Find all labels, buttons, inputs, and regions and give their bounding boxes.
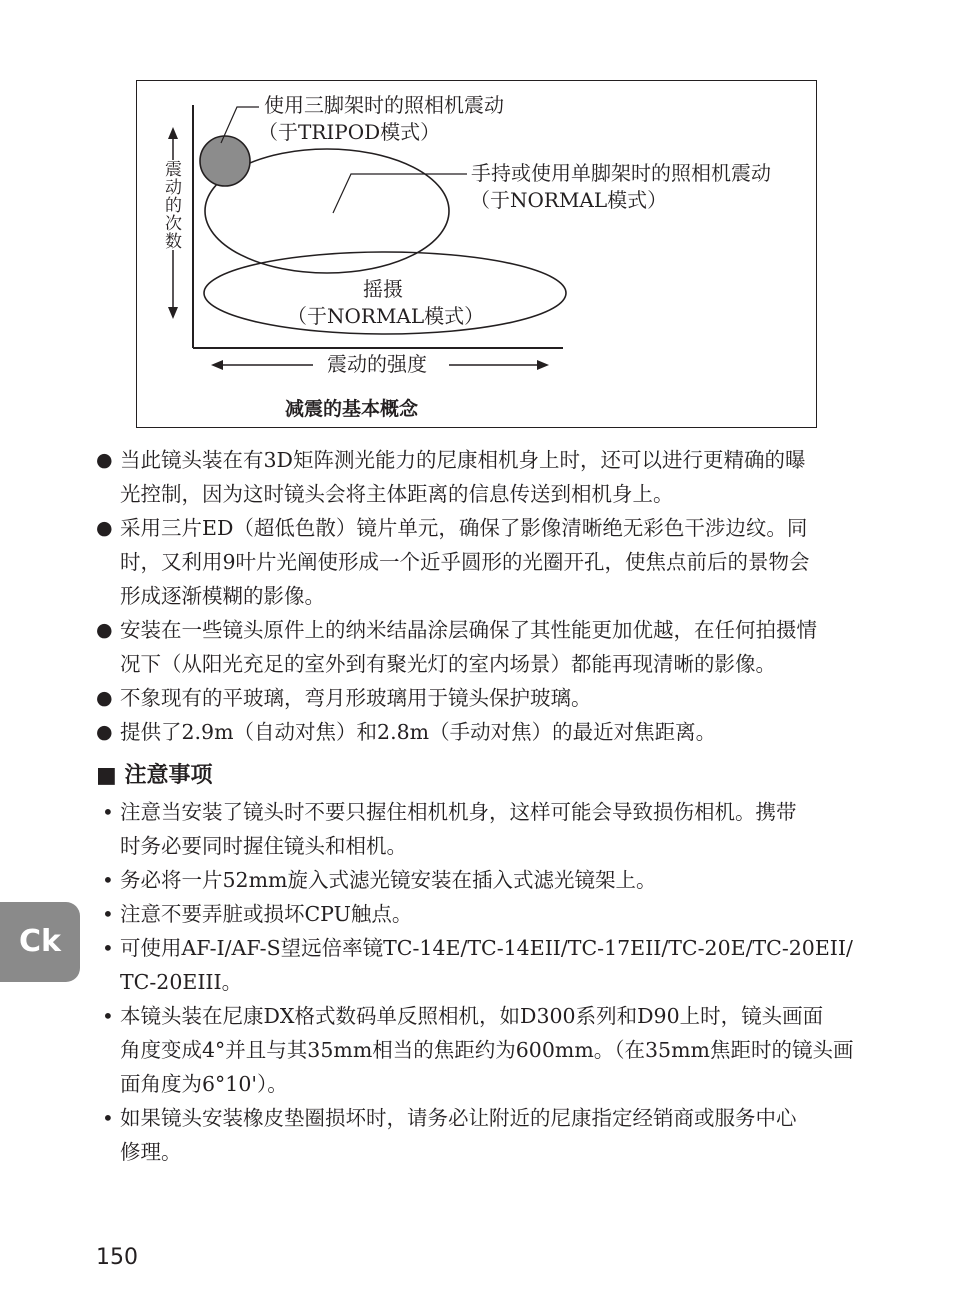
notes-title: 注意事项 [124, 763, 213, 788]
language-tab: Ck [0, 902, 80, 982]
item-text-line: 本镜头装在尼康DX格式数码单反照相机，如D300系列和D90上时，镜头画面 [120, 1004, 824, 1028]
small-bullet: • [102, 1106, 114, 1130]
item-text-line: 不象现有的平玻璃，弯月形玻璃用于镜头保护玻璃。 [120, 686, 592, 710]
tripod-circle [200, 136, 250, 186]
small-bullet: • [102, 902, 114, 926]
round-bullet: ● [96, 721, 113, 743]
list-item [96, 863, 878, 897]
handheld-label-line2: （于NORMAL模式） [470, 188, 668, 212]
page-number: 150 [96, 1245, 138, 1270]
item-text-line: 提供了2.9m（自动对焦）和2.8m（手动对焦）的最近对焦距离。 [120, 720, 717, 744]
item-text-line: 如果镜头安装橡皮垫圈损坏时，请务必让附近的尼康指定经销商或服务中心 [120, 1106, 797, 1130]
x-axis-arrow-left [211, 360, 223, 370]
round-bullet: ● [96, 517, 113, 539]
item-text-line: 光控制，因为这时镜头会将主体距离的信息传送到相机身上。 [120, 482, 674, 506]
diagram-graphic [137, 81, 818, 429]
round-bullet: ● [96, 687, 113, 709]
list-item [96, 511, 878, 613]
small-bullet: • [102, 936, 114, 960]
diagram-caption: 减震的基本概念 [285, 398, 419, 420]
handheld-leader-line [333, 174, 467, 213]
item-text-line: 面角度为6°10'）。 [120, 1072, 288, 1096]
item-text-line: 注意当安装了镜头时不要只握住相机机身，这样可能会导致损伤相机。携带 [120, 800, 797, 824]
y-axis-arrow-up [168, 127, 178, 139]
list-item [96, 613, 878, 681]
x-axis-label: 震动的强度 [327, 352, 427, 376]
y-axis-arrow-down [168, 307, 178, 319]
list-item [96, 999, 878, 1101]
x-axis-arrow-right [537, 360, 549, 370]
item-text-line: 务必将一片52mm旋入式滤光镜安装在插入式滤光镜架上。 [120, 868, 657, 892]
notes-heading [96, 759, 212, 793]
item-text-line: 安装在一些镜头原件上的纳米结晶涂层确保了其性能更加优越，在任何拍摄情 [120, 618, 817, 642]
list-item [96, 1101, 878, 1169]
list-item [96, 443, 878, 511]
item-text-line: 时，又利用9叶片光阐使形成一个近乎圆形的光圈开孔，使焦点前后的景物会 [120, 550, 810, 574]
tripod-label-line1: 使用三脚架时的照相机震动 [264, 93, 504, 117]
item-text-line: 角度变成4°并且与其35mm相当的焦距约为600mm。（在35mm焦距时的镜头画 [120, 1038, 854, 1062]
notes-list [96, 795, 878, 1169]
list-item [96, 897, 878, 931]
handheld-label-line1: 手持或使用单脚架时的照相机震动 [471, 161, 771, 185]
panning-label-line2: （于NORMAL模式） [287, 304, 485, 328]
small-bullet: • [102, 800, 114, 824]
tripod-label-line2: （于TRIPOD模式） [258, 120, 441, 144]
item-text-line: TC-20EIII。 [120, 970, 243, 994]
round-bullet: ● [96, 619, 113, 641]
item-text-line: 况下（从阳光充足的室外到有聚光灯的室内场景）都能再现清晰的影像。 [120, 652, 776, 676]
round-bullet: ● [96, 449, 113, 471]
y-axis-label: 震动的次数 [159, 160, 184, 250]
item-text-line: 时务必要同时握住镜头和相机。 [120, 834, 407, 858]
item-text-line: 可使用AF-I/AF-S望远倍率镜TC-14E/TC-14EII/TC-17EII/TC-20E/TC-20EII/ [120, 936, 853, 960]
list-item [96, 931, 878, 999]
item-text-line: 修理。 [120, 1140, 182, 1164]
item-text-line: 形成逐渐模糊的影像。 [120, 584, 325, 608]
list-item [96, 715, 878, 749]
small-bullet: • [102, 868, 114, 892]
item-text-line: 当此镜头装在有3D矩阵测光能力的尼康相机身上时，还可以进行更精确的曝 [120, 448, 806, 472]
square-bullet: ■ [96, 763, 117, 788]
feature-list [96, 443, 878, 749]
panning-label-line1: 摇摄 [363, 277, 403, 301]
list-item [96, 681, 878, 715]
item-text-line: 采用三片ED（超低色散）镜片单元，确保了影像清晰绝无彩色干涉边纹。同 [120, 516, 808, 540]
vibration-reduction-diagram [136, 80, 817, 428]
list-item [96, 795, 878, 863]
item-text-line: 注意不要弄脏或损坏CPU触点。 [120, 902, 413, 926]
small-bullet: • [102, 1004, 114, 1028]
